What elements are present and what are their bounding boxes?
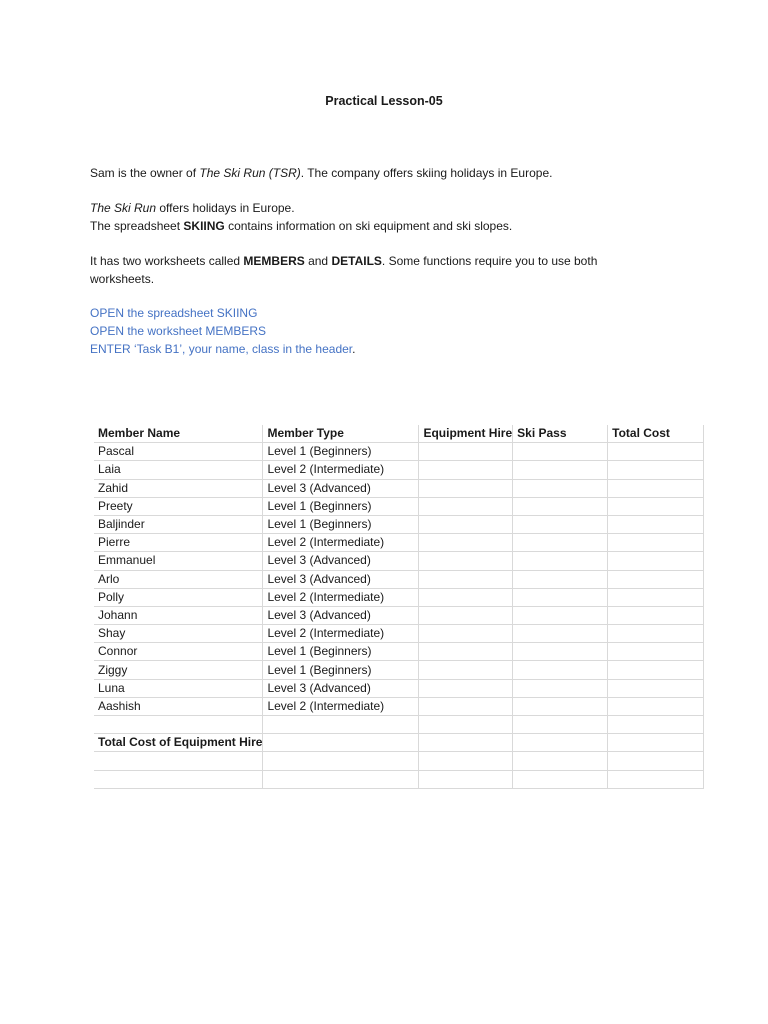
intro-paragraph-3 [90, 252, 650, 288]
empty-cell[interactable] [513, 697, 608, 715]
empty-cell[interactable] [608, 534, 704, 552]
empty-cell[interactable] [608, 588, 704, 606]
column-header: Ski Pass [513, 425, 608, 443]
empty-cell[interactable] [263, 716, 419, 734]
empty-cell[interactable] [608, 679, 704, 697]
empty-cell[interactable] [513, 625, 608, 643]
empty-cell[interactable] [513, 461, 608, 479]
member-name-cell[interactable]: Luna [94, 679, 263, 697]
intro-text: . Some functions require you to use both worksheets. [90, 254, 598, 286]
column-header: Equipment Hire [419, 425, 513, 443]
empty-cell[interactable] [419, 570, 513, 588]
empty-cell[interactable] [419, 497, 513, 515]
instruction-line: ENTER ‘Task B1’, your name, class in the header. [90, 342, 356, 356]
member-name-cell[interactable]: Pierre [94, 534, 263, 552]
member-type-cell[interactable]: Level 1 (Beginners) [263, 515, 419, 533]
page-title: Practical Lesson-05 [325, 94, 443, 108]
empty-cell[interactable] [608, 461, 704, 479]
empty-cell[interactable] [419, 534, 513, 552]
intro-text: Sam is the owner of [90, 166, 200, 180]
intro-text: contains information on ski equipment and ski slopes. [224, 219, 513, 233]
table-header-row [94, 425, 704, 443]
column-header: Member Type [263, 425, 419, 443]
empty-cell[interactable] [513, 497, 608, 515]
intro-text: It has two worksheets called [90, 254, 244, 268]
member-type-cell[interactable]: Level 3 (Advanced) [263, 479, 419, 497]
instruction-line: OPEN the worksheet MEMBERS [90, 324, 267, 338]
empty-cell[interactable] [608, 443, 704, 461]
table-row [94, 515, 704, 533]
empty-cell[interactable] [513, 643, 608, 661]
company-name: The Ski Run (TSR) [199, 166, 301, 180]
empty-cell[interactable] [608, 552, 704, 570]
empty-cell[interactable] [513, 679, 608, 697]
empty-cell[interactable] [608, 479, 704, 497]
empty-cell[interactable] [94, 716, 263, 734]
empty-cell[interactable] [513, 479, 608, 497]
empty-cell[interactable] [419, 515, 513, 533]
empty-cell[interactable] [513, 570, 608, 588]
table-row [94, 625, 704, 643]
member-name-cell[interactable]: Pascal [94, 443, 263, 461]
empty-cell[interactable] [513, 534, 608, 552]
table-row [94, 752, 704, 770]
empty-cell[interactable] [263, 770, 419, 788]
empty-cell[interactable] [513, 752, 608, 770]
total-row [94, 734, 704, 752]
column-header: Total Cost [608, 425, 704, 443]
empty-cell[interactable] [419, 661, 513, 679]
member-name-cell[interactable]: Laia [94, 461, 263, 479]
intro-text: The spreadsheet [90, 219, 184, 233]
empty-cell[interactable] [608, 625, 704, 643]
intro-text: . The company offers skiing holidays in Europe. [300, 166, 553, 180]
member-type-cell[interactable]: Level 2 (Intermediate) [263, 697, 419, 715]
empty-cell[interactable] [419, 716, 513, 734]
member-type-cell[interactable]: Level 3 (Advanced) [263, 606, 419, 624]
member-type-cell[interactable]: Level 3 (Advanced) [263, 570, 419, 588]
empty-cell[interactable] [513, 552, 608, 570]
instructions [90, 304, 650, 358]
member-type-cell[interactable]: Level 3 (Advanced) [263, 552, 419, 570]
empty-cell[interactable] [513, 588, 608, 606]
table-row [94, 679, 704, 697]
empty-cell[interactable] [608, 606, 704, 624]
table-row [94, 606, 704, 624]
table-row [94, 443, 704, 461]
table-row [94, 716, 704, 734]
empty-cell[interactable] [608, 752, 704, 770]
member-name-cell[interactable]: Johann [94, 606, 263, 624]
instruction-line: OPEN the spreadsheet SKIING [90, 306, 258, 320]
table-row [94, 770, 704, 788]
table-row [94, 643, 704, 661]
empty-cell[interactable] [608, 661, 704, 679]
empty-cell[interactable] [513, 716, 608, 734]
empty-cell[interactable] [419, 552, 513, 570]
table-row [94, 497, 704, 515]
worksheet-name: MEMBERS [243, 254, 305, 268]
members-table [94, 425, 704, 789]
intro-text: offers holidays in Europe. [156, 201, 295, 215]
table-row [94, 534, 704, 552]
empty-cell[interactable] [513, 606, 608, 624]
empty-cell[interactable] [419, 734, 513, 752]
empty-cell[interactable] [608, 770, 704, 788]
empty-cell[interactable] [419, 770, 513, 788]
empty-cell[interactable] [513, 443, 608, 461]
member-type-cell[interactable]: Level 2 (Intermediate) [263, 625, 419, 643]
member-type-cell[interactable]: Level 2 (Intermediate) [263, 588, 419, 606]
member-name-cell[interactable]: Baljinder [94, 515, 263, 533]
empty-cell[interactable] [94, 752, 263, 770]
table-row [94, 588, 704, 606]
empty-cell[interactable] [608, 716, 704, 734]
empty-cell[interactable] [94, 770, 263, 788]
empty-cell[interactable] [263, 734, 419, 752]
member-name-cell[interactable]: Connor [94, 643, 263, 661]
empty-cell[interactable] [419, 479, 513, 497]
member-name-cell[interactable]: Shay [94, 625, 263, 643]
empty-cell[interactable] [419, 443, 513, 461]
empty-cell[interactable] [419, 752, 513, 770]
member-type-cell[interactable]: Level 2 (Intermediate) [263, 461, 419, 479]
intro-paragraph-2 [90, 199, 650, 235]
spreadsheet-name: SKIING [183, 219, 225, 233]
member-type-cell[interactable]: Level 3 (Advanced) [263, 679, 419, 697]
table-row [94, 552, 704, 570]
empty-cell[interactable] [419, 643, 513, 661]
member-name-cell[interactable]: Preety [94, 497, 263, 515]
table-row [94, 697, 704, 715]
member-type-cell[interactable]: Level 1 (Beginners) [263, 661, 419, 679]
empty-cell[interactable] [608, 643, 704, 661]
member-name-cell[interactable]: Polly [94, 588, 263, 606]
total-label-cell[interactable]: Total Cost of Equipment Hire [94, 734, 263, 752]
column-header: Member Name [94, 425, 263, 443]
table-row [94, 570, 704, 588]
empty-cell[interactable] [419, 679, 513, 697]
empty-cell[interactable] [263, 752, 419, 770]
table-row [94, 461, 704, 479]
member-type-cell[interactable]: Level 1 (Beginners) [263, 497, 419, 515]
empty-cell[interactable] [513, 515, 608, 533]
member-name-cell[interactable]: Aashish [94, 697, 263, 715]
member-type-cell[interactable]: Level 2 (Intermediate) [263, 534, 419, 552]
empty-cell[interactable] [513, 770, 608, 788]
table-row [94, 479, 704, 497]
empty-cell[interactable] [608, 570, 704, 588]
member-type-cell[interactable]: Level 1 (Beginners) [263, 443, 419, 461]
intro-paragraph-1 [90, 164, 650, 182]
company-name: The Ski Run [90, 201, 157, 215]
table-row [94, 661, 704, 679]
member-name-cell[interactable]: Emmanuel [94, 552, 263, 570]
empty-cell[interactable] [608, 497, 704, 515]
empty-cell[interactable] [419, 697, 513, 715]
empty-cell[interactable] [608, 734, 704, 752]
intro-text: and [304, 254, 332, 268]
member-type-cell[interactable]: Level 1 (Beginners) [263, 643, 419, 661]
empty-cell[interactable] [419, 588, 513, 606]
empty-cell[interactable] [419, 606, 513, 624]
empty-cell[interactable] [608, 697, 704, 715]
empty-cell[interactable] [419, 625, 513, 643]
member-name-cell[interactable]: Arlo [94, 570, 263, 588]
empty-cell[interactable] [419, 461, 513, 479]
empty-cell[interactable] [608, 515, 704, 533]
member-name-cell[interactable]: Ziggy [94, 661, 263, 679]
empty-cell[interactable] [513, 661, 608, 679]
worksheet-name: DETAILS [331, 254, 382, 268]
member-name-cell[interactable]: Zahid [94, 479, 263, 497]
empty-cell[interactable] [513, 734, 608, 752]
